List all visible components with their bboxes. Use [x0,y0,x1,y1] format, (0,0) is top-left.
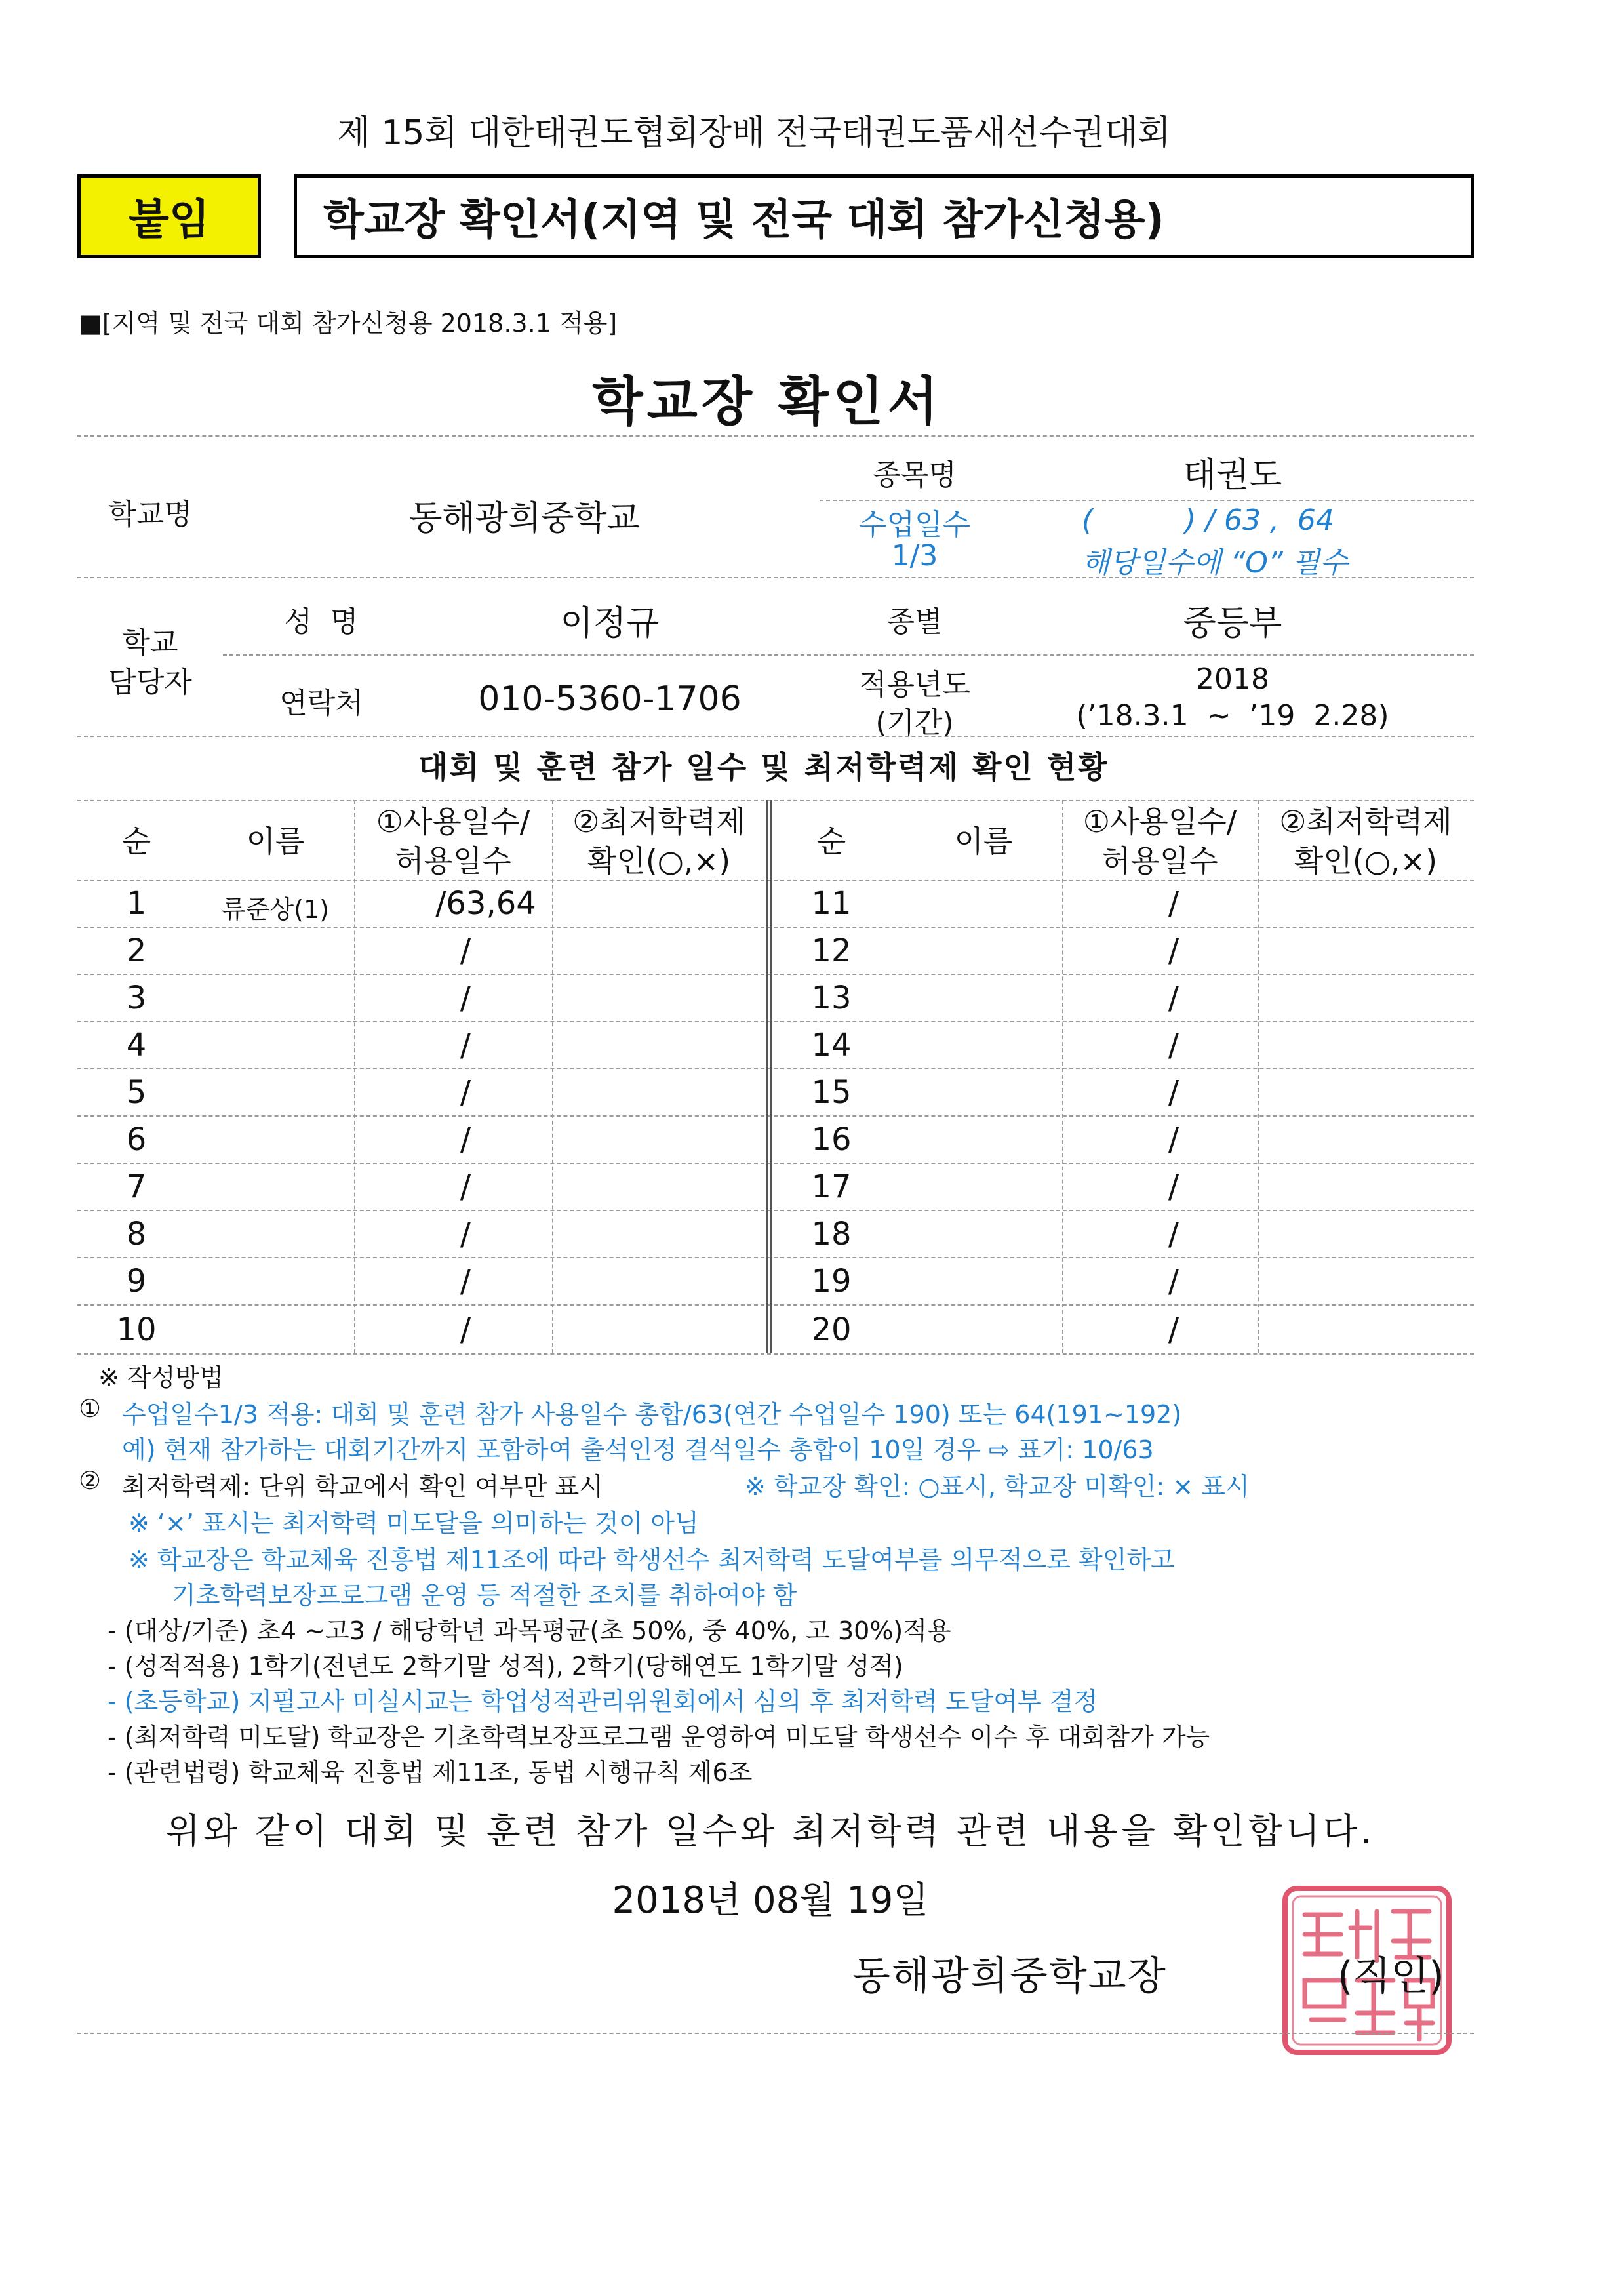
seal-label: (직인) [1337,1953,1444,1999]
division-label: 종별 [886,605,943,639]
header-days-2: 허용일수 [395,843,511,879]
year-period: (’18.3.1 ~ ’19 2.28) [1076,699,1389,732]
row-no: 11 [811,885,852,922]
row-days: / [1168,1311,1179,1348]
row-no: 5 [126,1074,147,1111]
row-no: 13 [811,980,852,1016]
staff-label-2: 담당자 [108,666,192,699]
table-line [77,1257,1474,1258]
notes-heading: ※ 작성방법 [98,1363,224,1392]
table-line [77,1210,1474,1211]
detail-not-reached: - (최저학력 미도달) 학교장은 기초학력보장프로그램 운영하여 미도달 학생선수 이수 후 대회참가 가능 [108,1723,1210,1751]
note-3: ※ ‘×’ 표시는 최저학력 미도달을 의미하는 것이 아님 [129,1509,699,1538]
sport-label: 종목명 [873,458,957,492]
note-1-example: 예) 현재 참가하는 대회기간까지 포함하여 출석인정 결석일수 총합이 10일 경우 ⇨ 표기: 10/63 [122,1435,1154,1464]
header-days: ①사용일수/ [376,804,530,839]
table-center-divider [766,800,772,1353]
header-minimum: ②최저학력제 [1279,804,1452,839]
contact-value: 010-5360-1706 [478,679,742,719]
row-no: 8 [126,1216,147,1252]
row-days: / [460,1074,471,1111]
division-value: 중등부 [1183,604,1282,643]
row-no: 14 [811,1027,852,1064]
note-2-mark: ② [79,1466,102,1495]
year-label: 적용년도 [858,668,970,702]
row-days: / [1168,1216,1179,1252]
note-2-mark-rule: ※ 학교장 확인: ○표시, 학교장 미확인: × 표시 [745,1472,1250,1501]
row-days: / [460,1121,471,1158]
year-label-sub: (기간) [875,706,954,740]
header-name: 이름 [954,824,1013,859]
note-4-cont: 기초학력보장프로그램 운영 등 적절한 조치를 취하여야 함 [172,1581,797,1610]
header-days-2: 허용일수 [1101,843,1218,879]
table-line [77,974,1474,975]
staff-label: 학교 [122,626,178,660]
header-minimum-2: 확인(○,×) [587,843,731,879]
table-vline [354,800,355,1353]
detail-grades: - (성적적용) 1학기(전년도 2학기말 성적), 2학기(당해연도 1학기말 성적) [108,1652,903,1681]
row-no: 19 [811,1263,852,1300]
row-days: / [460,932,471,969]
note-1-mark: ① [79,1394,102,1423]
main-heading: 학교장 확인서 [592,371,942,432]
header-minimum: ②최저학력제 [572,804,745,839]
row-days: / [460,1027,471,1064]
table-line [77,1163,1474,1164]
table-caption: 대회 및 훈련 참가 일수 및 최저학력제 확인 현황 [418,749,1109,785]
row-no: 12 [811,932,852,969]
detail-law: - (관련법령) 학교체육 진흥법 제11조, 동법 시행규칙 제6조 [108,1758,753,1787]
footer-divider [77,2033,1474,2034]
row-days: / [1168,980,1179,1016]
table-line [77,1021,1474,1022]
row-days: / [1168,885,1179,922]
document-date: 2018년 08월 19일 [612,1879,929,1922]
row-no: 10 [116,1311,157,1348]
row-no: 16 [811,1121,852,1158]
document-title: 학교장 확인서(지역 및 전국 대회 참가신청용) [294,174,1474,258]
row-no: 2 [126,932,147,969]
event-title: 제 15회 대한태권도협회장배 전국태권도품새선수권대회 [337,113,1171,153]
attachment-badge: 붙임 [77,174,261,258]
row-no: 1 [126,885,147,922]
divider [77,435,1474,437]
principal-signature: 동해광희중학교장 [852,1953,1167,1999]
row-days: / [1168,1121,1179,1158]
class-days-label: 수업일수 [858,508,970,542]
class-days-sub: 1/3 [891,539,938,572]
row-no: 20 [811,1311,852,1348]
school-label: 학교명 [108,498,192,531]
row-days: /63,64 [435,885,536,922]
note-1-text: 수업일수1/3 적용: 대회 및 훈련 참가 사용일수 총합/63(연간 수업일수 190) 또는 64(191~192) [122,1400,1182,1429]
row-days: / [1168,1074,1179,1111]
row-days: / [460,1263,471,1300]
name-label: 성 명 [284,605,359,639]
detail-target: - (대상/기준) 초4 ~고3 / 해당학년 과목평균(초 50%, 중 40%, 고 30%)적용 [108,1616,951,1645]
divider [77,736,1474,737]
row-no: 3 [126,980,147,1016]
header-minimum-2: 확인(○,×) [1294,843,1438,879]
class-days-note: 해당일수에 “O” 필수 [1082,546,1348,580]
header-no: 순 [121,824,151,859]
row-no: 4 [126,1027,147,1064]
row-days: / [460,1311,471,1348]
row-no: 6 [126,1121,147,1158]
table-line [77,1068,1474,1069]
sport-value: 태권도 [1183,456,1282,495]
header-no: 순 [816,824,846,859]
row-name: 류준상(1) [222,895,329,924]
contact-label: 연락처 [279,687,363,720]
row-days: / [460,1168,471,1205]
class-days-value: ( ) / 63 , 64 [1082,504,1334,537]
table-line [77,1115,1474,1117]
note-4: ※ 학교장은 학교체육 진흥법 제11조에 따라 학생선수 최저학력 도달여부를 의무적으로 확인하고 [129,1546,1175,1574]
row-no: 7 [126,1168,147,1205]
row-no: 9 [126,1263,147,1300]
divider [223,654,1474,656]
table-line [77,927,1474,928]
name-value: 이정규 [560,604,660,643]
confirmation-text: 위와 같이 대회 및 훈련 참가 일수와 최저학력 관련 내용을 확인합니다. [165,1810,1376,1852]
row-days: / [1168,1027,1179,1064]
note-2-text: 최저학력제: 단위 학교에서 확인 여부만 표시 [122,1472,603,1501]
detail-elementary: - (초등학교) 지필고사 미실시교는 학업성적관리위원회에서 심의 후 최저학력 도달여부 결정 [108,1687,1098,1716]
row-no: 18 [811,1216,852,1252]
table-vline [552,800,553,1353]
row-days: / [460,980,471,1016]
form-note: ■[지역 및 전국 대회 참가신청용 2018.3.1 적용] [79,309,618,338]
table-line [77,1304,1474,1306]
row-no: 17 [811,1168,852,1205]
header-days: ①사용일수/ [1082,804,1237,839]
table-vline [1258,800,1259,1353]
row-no: 15 [811,1074,852,1111]
table-line [77,1353,1474,1355]
header-name: 이름 [246,824,305,859]
year-value: 2018 [1196,662,1269,696]
row-days: / [1168,1263,1179,1300]
school-value: 동해광희중학교 [409,499,640,538]
table-vline [1062,800,1063,1353]
row-days: / [460,1216,471,1252]
row-days: / [1168,932,1179,969]
row-days: / [1168,1168,1179,1205]
